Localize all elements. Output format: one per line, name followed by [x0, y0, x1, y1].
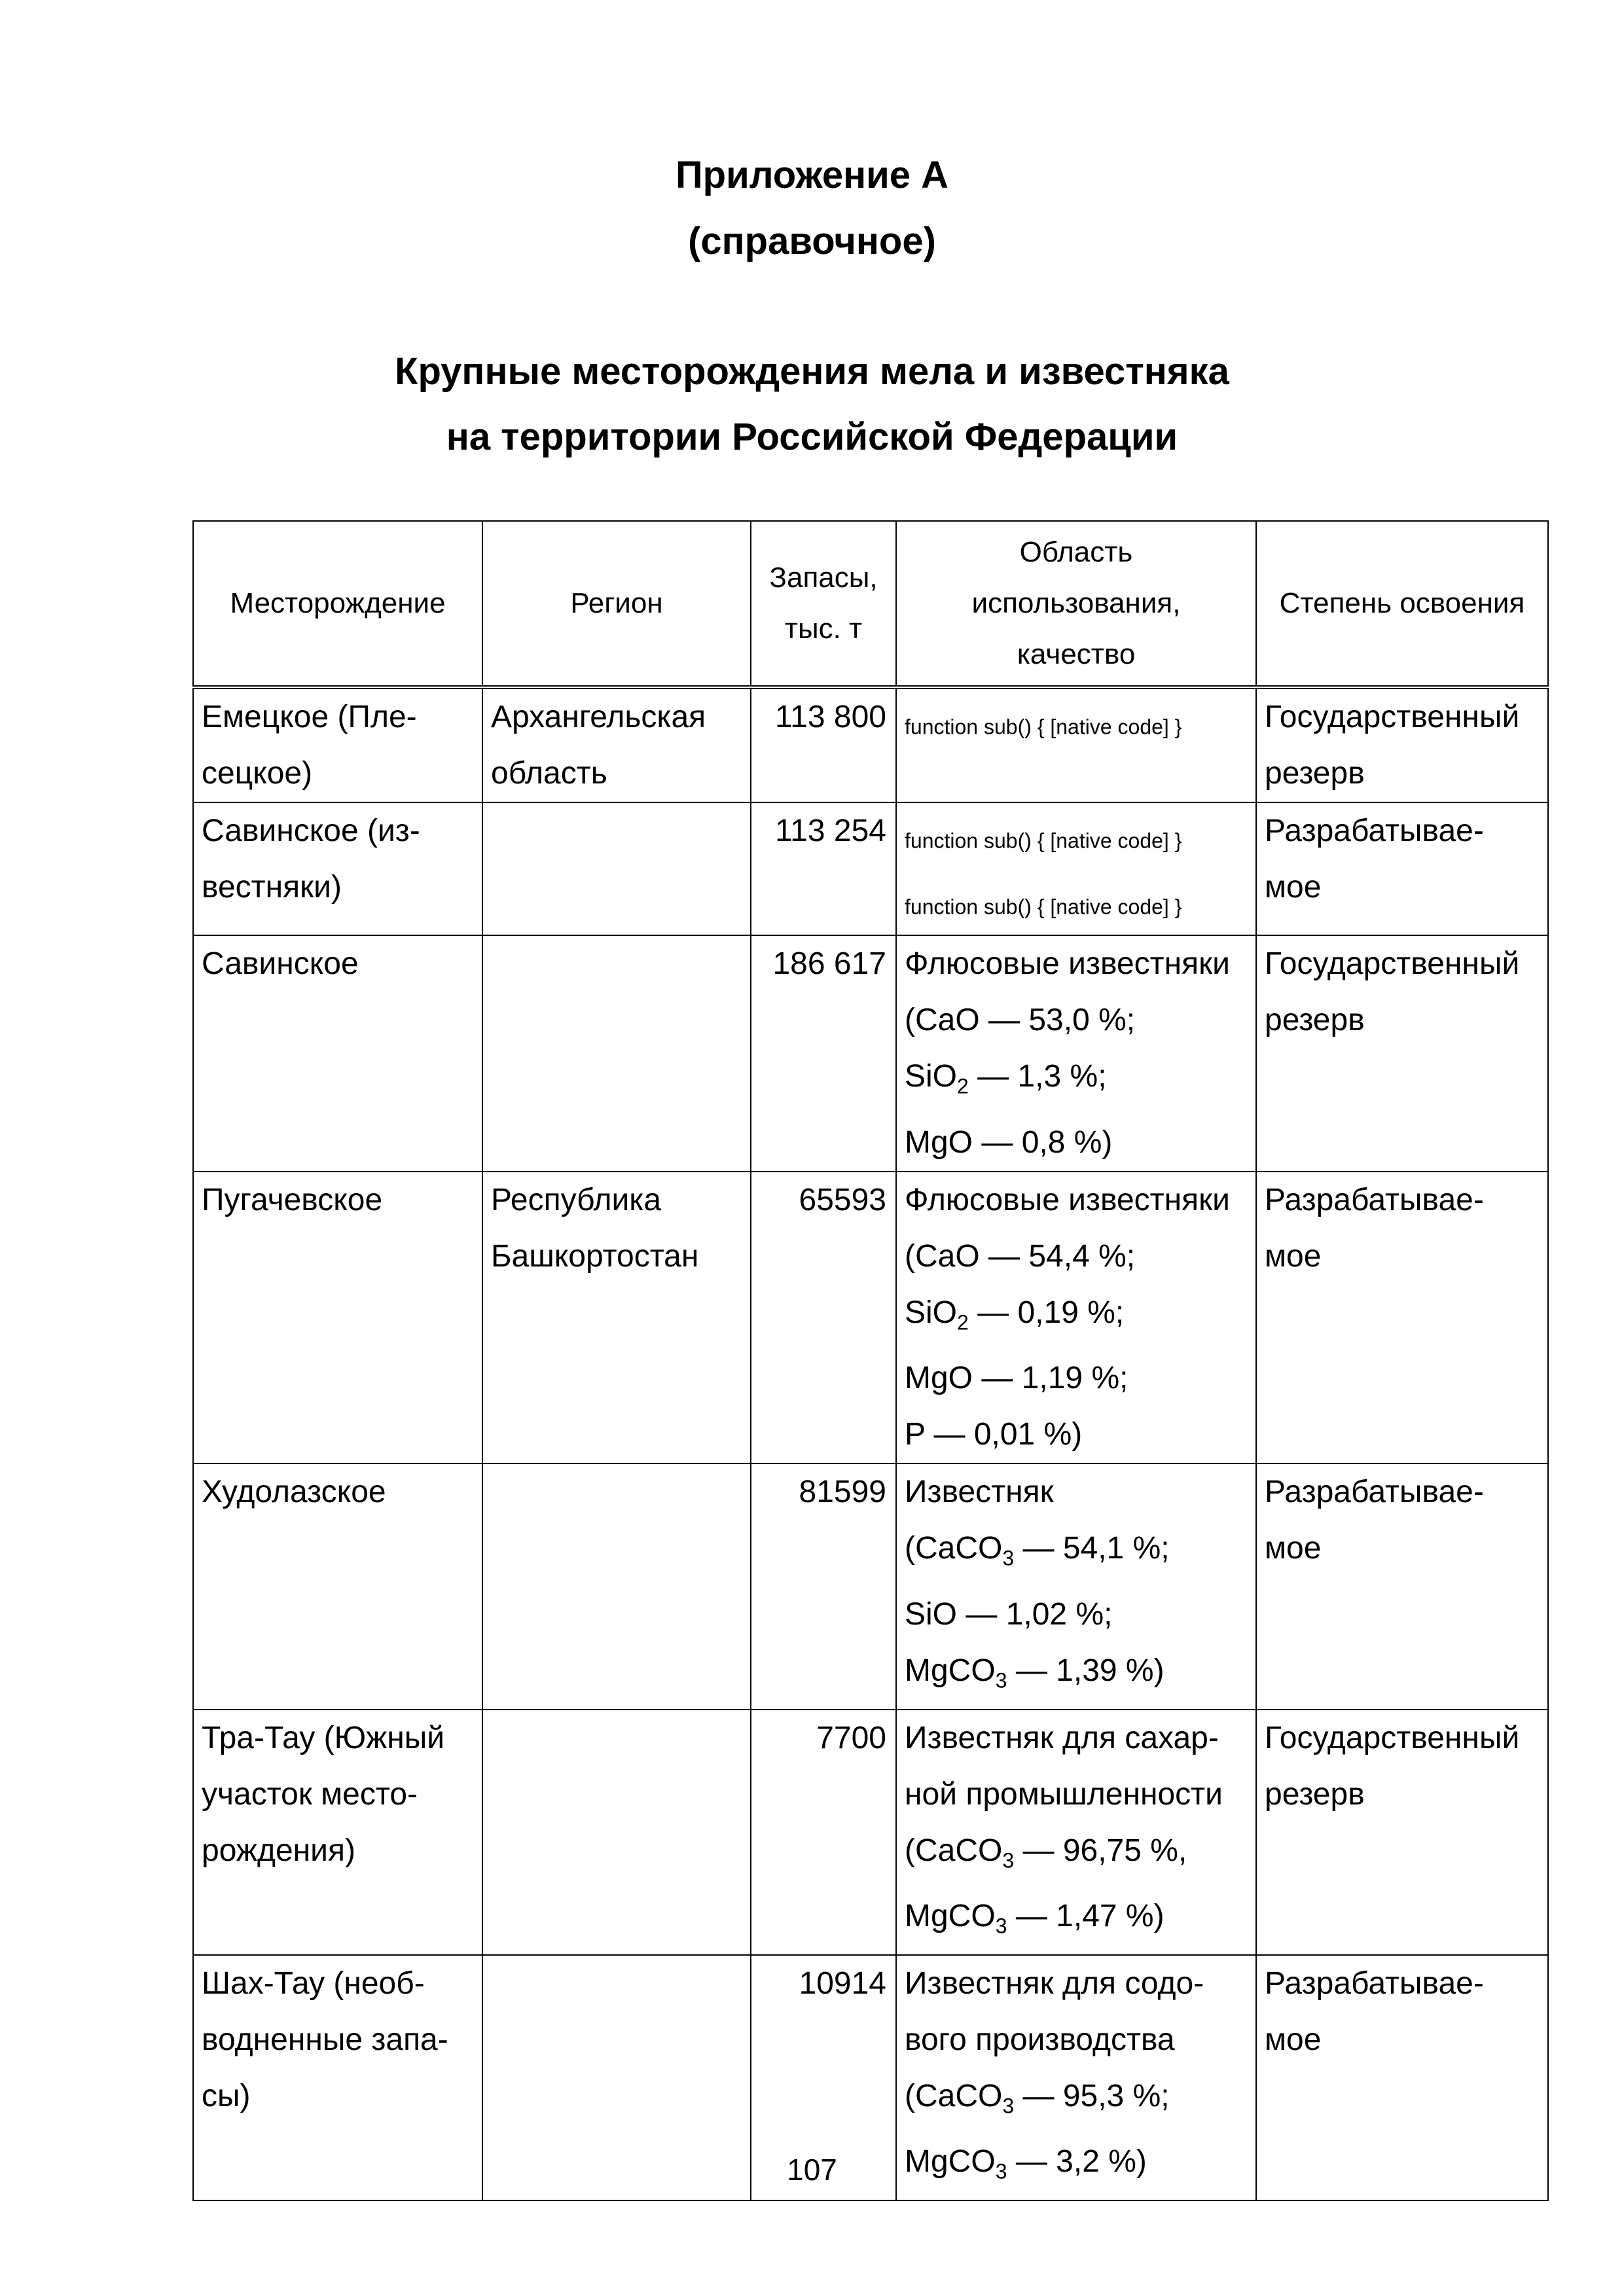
table-row [193, 935, 1548, 1172]
header-deposit: Месторождение [193, 521, 482, 687]
cell-reserves: 113 800 [751, 687, 896, 802]
cell-deposit: Савинское (из- вестняки) [193, 802, 482, 935]
cell-usage: $_{function sub() \{ [native code] \}}$ $_{function sub() \{ [native code] \}}$ [896, 802, 1256, 935]
table-title-line-1: Крупные месторождения мела и известняка [395, 350, 1229, 393]
cell-development: Разрабатывае- мое [1256, 1463, 1548, 1709]
cell-development: Разрабатывае- мое [1256, 1172, 1548, 1464]
table-row [193, 1463, 1548, 1709]
table-row [193, 802, 1548, 935]
table-row [193, 687, 1548, 802]
header-development: Степень освоения [1256, 521, 1548, 687]
cell-development: Государственный резерв [1256, 935, 1548, 1172]
cell-region [482, 1710, 751, 1955]
cell-deposit: Тра-Тау (Южный участок место- рождения) [193, 1710, 482, 1955]
appendix-title: Приложение А [675, 154, 949, 196]
cell-usage: Известняк (CaCO$_3$ — 54,1 %; SiO — 1,02 %; MgCO$_3$ — 1,39 %) [896, 1463, 1256, 1709]
cell-deposit: Емецкое (Пле- сецкое) [193, 687, 482, 802]
cell-region [482, 935, 751, 1172]
cell-usage: Флюсовые известняки (CaO — 54,4 %; SiO$_2$ — 0,19 %; MgO — 1,19 %; P — 0,01 %) [896, 1172, 1256, 1464]
cell-region: Архангельская область [482, 687, 751, 802]
cell-usage: Флюсовые известняки (CaO — 53,0 %; SiO$_2$ — 1,3 %; MgO — 0,8 %) [896, 935, 1256, 1172]
cell-reserves: 7700 [751, 1710, 896, 1955]
deposits-table [192, 520, 1549, 2201]
cell-development: Государственный резерв [1256, 1710, 1548, 1955]
cell-development: Государственный резерв [1256, 687, 1548, 802]
cell-reserves: 10914 [751, 1955, 896, 2200]
appendix-type: (справочное) [688, 220, 936, 262]
page-number: 107 [787, 2153, 837, 2187]
table-title-line-2: на территории Российской Федерации [446, 416, 1178, 458]
cell-development: Разрабатывае- мое [1256, 1955, 1548, 2200]
header-reserves: Запасы, тыс. т [751, 521, 896, 687]
cell-region [482, 802, 751, 935]
cell-deposit: Худолазское [193, 1463, 482, 1709]
header-usage: Область использования, качество [896, 521, 1256, 687]
cell-usage: function sub() { [native code] } [896, 687, 1256, 802]
cell-development: Разрабатывае- мое [1256, 802, 1548, 935]
cell-usage: Известняк для сахар- ной промышленности (CaCO$_3$ — 96,75 %, MgCO$_3$ — 1,47 %) [896, 1710, 1256, 1955]
cell-region: Республика Башкортостан [482, 1172, 751, 1464]
cell-region [482, 1463, 751, 1709]
cell-deposit: Савинское [193, 935, 482, 1172]
cell-deposit: Шах-Тау (необ- водненные запа- сы) [193, 1955, 482, 2200]
cell-deposit: Пугачевское [193, 1172, 482, 1464]
cell-reserves: 113 254 [751, 802, 896, 935]
table-row [193, 1172, 1548, 1464]
header-region: Регион [482, 521, 751, 687]
cell-reserves: 65593 [751, 1172, 896, 1464]
cell-usage: Известняк для содо- вого производства (CaCO$_3$ — 95,3 %; MgCO$_3$ — 3,2 %) [896, 1955, 1256, 2200]
table-row [193, 1710, 1548, 1955]
cell-reserves: 186 617 [751, 935, 896, 1172]
cell-reserves: 81599 [751, 1463, 896, 1709]
table-header-row [193, 521, 1548, 687]
